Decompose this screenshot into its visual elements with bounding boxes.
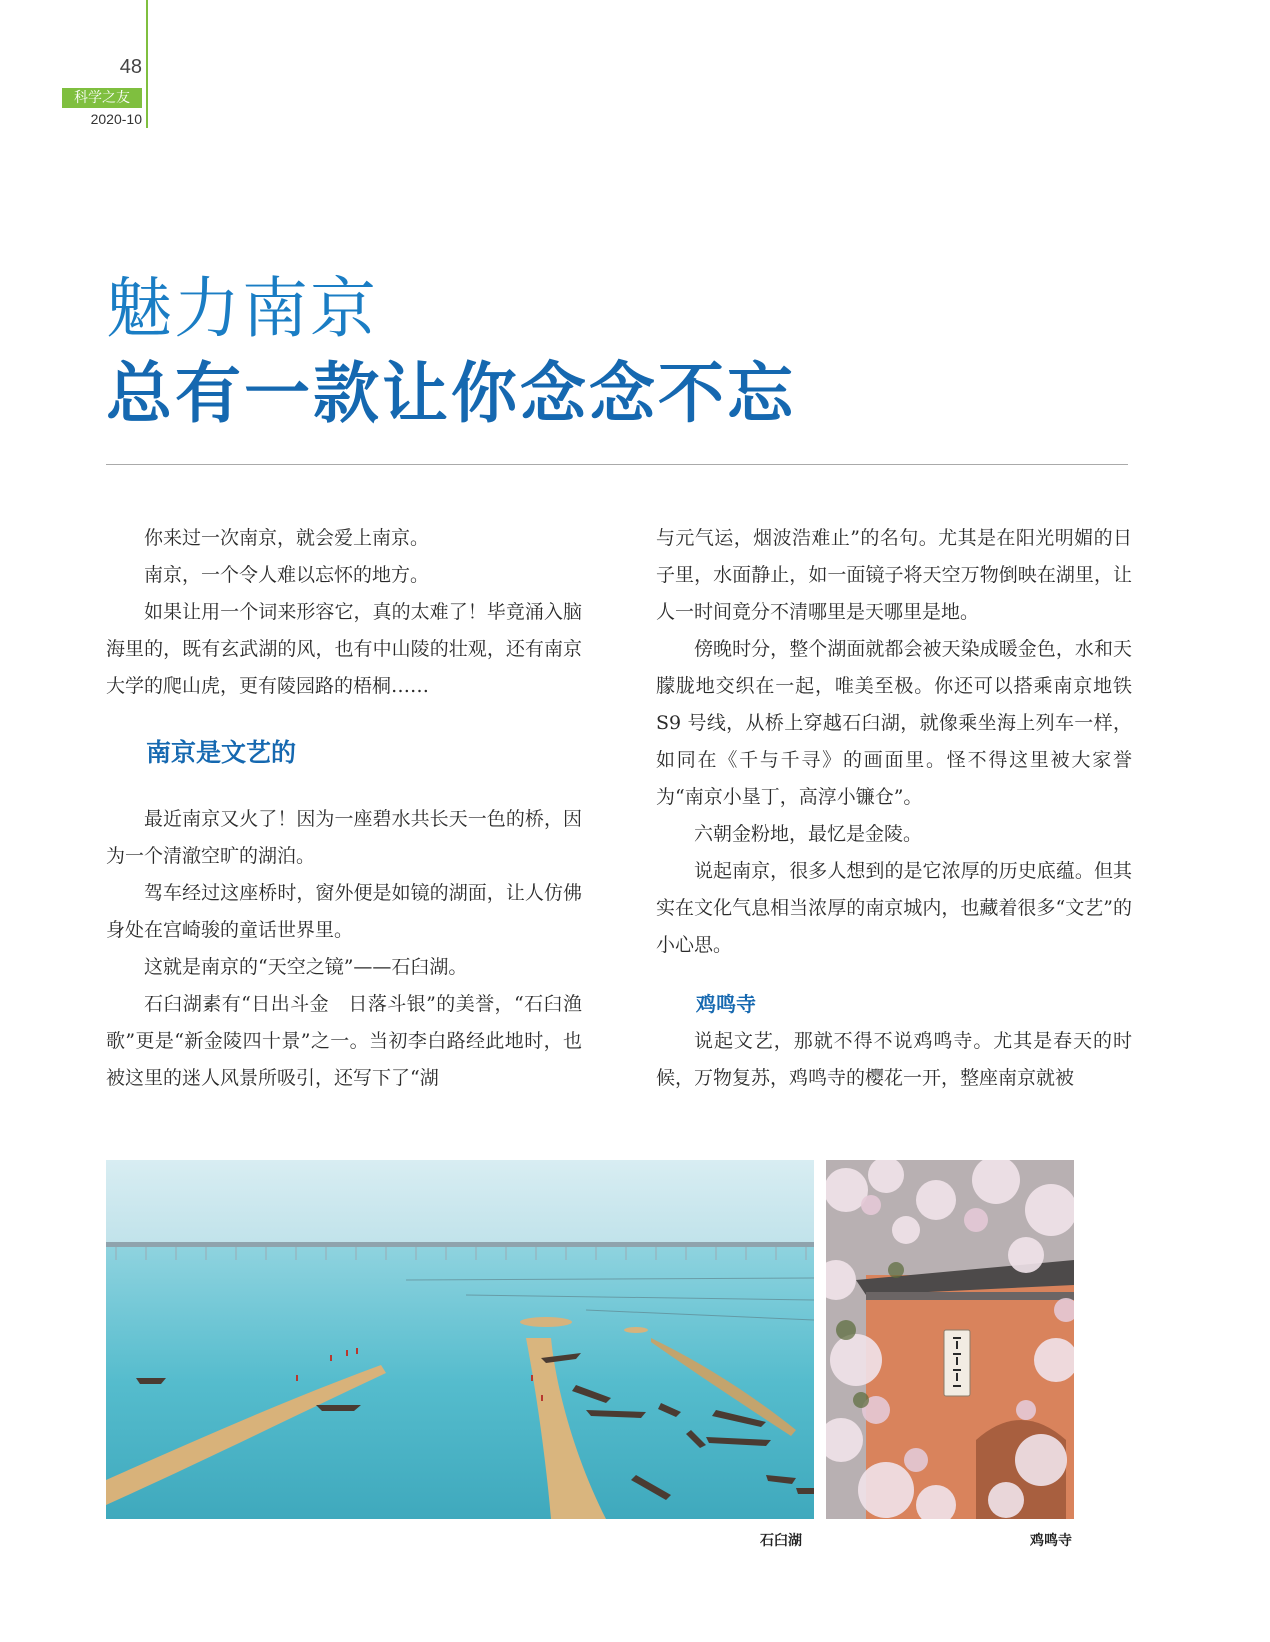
left-column [106,520,582,1097]
paragraph: 驾车经过这座桥时，窗外便是如镜的湖面，让人仿佛身处在宫崎骏的童话世界里。 [106,882,582,941]
paragraph: 南京，一个令人难以忘怀的地方。 [144,564,430,586]
paragraph: 这就是南京的“天空之镜”——石臼湖。 [144,956,468,978]
paragraph: 你来过一次南京，就会爱上南京。 [144,527,430,549]
article-title-line2: 总有一款让你念念不忘 [106,355,796,432]
article-title-line1: 魅力南京 [106,270,378,347]
issue-date: 2020-10 [90,111,142,127]
subsection-heading: 鸡鸣寺 [696,992,756,1016]
page-number: 48 [119,56,142,78]
temple-photo-caption: 鸡鸣寺 [1030,1533,1072,1549]
paragraph-continued: 与元气运，烟波浩难止”的名句。尤其是在阳光明媚的日子里，水面静止，如一面镜子将天空万物倒映在湖里，让人一时间竟分不清哪里是天哪里是地。 [656,527,1132,623]
title-divider [106,464,1128,465]
paragraph: 最近南京又火了！因为一座碧水共长天一色的桥，因为一个清澈空旷的湖泊。 [106,808,582,867]
jiming-temple-photo [826,1160,1074,1519]
paragraph: 说起南京，很多人想到的是它浓厚的历史底蕴。但其实在文化气息相当浓厚的南京城内，也藏着很多“文艺”的小心思。 [656,860,1132,956]
paragraph: 如果让用一个词来形容它，真的太难了！毕竟涌入脑海里的，既有玄武湖的风，也有中山陵的壮观，还有南京大学的爬山虎，更有陵园路的梧桐…… [106,601,582,697]
paragraph: 傍晚时分，整个湖面就都会被天染成暖金色，水和天朦胧地交织在一起，唯美至极。你还可以搭乘南京地铁 S9 号线，从桥上穿越石臼湖，就像乘坐海上列车一样，如同在《千与千寻》的画面里。怪不得这里被大家誉为“南京小垦丁，高淳小镰仓”。 [656,638,1132,808]
paragraph: 石臼湖素有“日出斗金 日落斗银”的美誉，“石臼渔歌”更是“新金陵四十景”之一。当初李白路经此地时，也被这里的迷人风景所吸引，还写下了“湖 [106,993,582,1089]
section-heading: 南京是文艺的 [146,738,297,767]
right-column [656,520,1132,1097]
shijiu-lake-photo [106,1160,814,1519]
lake-photo-caption: 石臼湖 [760,1533,802,1549]
magazine-name: 科学之友 [62,88,142,108]
paragraph: 六朝金粉地，最忆是金陵。 [694,823,923,845]
paragraph: 说起文艺，那就不得不说鸡鸣寺。尤其是春天的时候，万物复苏，鸡鸣寺的樱花一开，整座南京就被 [656,1030,1132,1089]
header-accent-line [146,0,148,128]
